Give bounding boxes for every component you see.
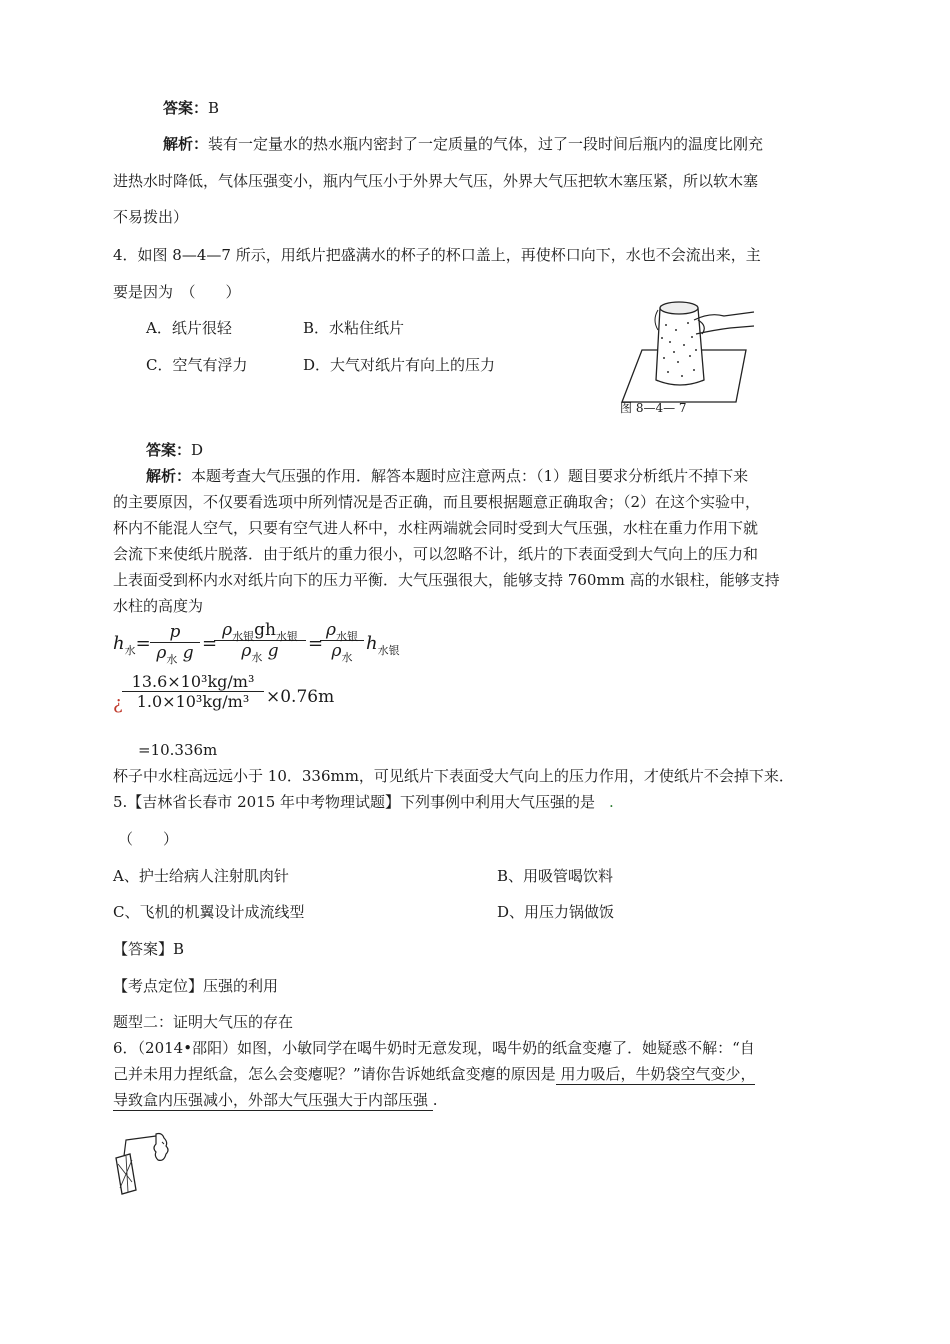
- q4-analysis-line6: 水柱的高度为: [113, 597, 204, 615]
- q5-option-c: C、飞机的机翼设计成流线型: [113, 903, 305, 921]
- formula-eq-3: =: [308, 633, 324, 654]
- formula-times: ×0.76m: [266, 687, 335, 707]
- formula-fraction-1: p $\rho_水$ g: [150, 622, 200, 663]
- formula-result: =10.336m: [138, 741, 218, 759]
- q3-analysis-line3: 不易拨出）: [113, 208, 189, 226]
- q4-analysis-line5: 上表面受到杯内水对纸片向下的压力平衡．大气压强很大，能够支持 760mm 高的水银柱，能够支持: [113, 571, 780, 589]
- q5-answer: 【答案】B: [113, 940, 185, 958]
- q3-answer: [163, 98, 219, 118]
- q5-option-a: A、护士给病人注射肌肉针: [113, 867, 289, 885]
- figure-caption: 图 8—4— 7: [620, 401, 687, 415]
- q5-blank: （ ）: [118, 830, 179, 848]
- q3-analysis-line2: 进热水时降低，气体压强变小，瓶内气压小于外界大气压，外界大气压把软木塞压紧，所以软木塞: [113, 172, 759, 190]
- q6-stem-line3: 导致盒内压强减小，外部大气压强大于内部压强 .: [113, 1091, 438, 1109]
- formula-lhs: $h_水=$: [113, 633, 151, 657]
- section-title: 题型二：证明大气压的存在: [113, 1013, 294, 1031]
- q6-answer-part1: 用力吸后，牛奶袋空气变少，: [555, 1065, 756, 1083]
- q5-stem: 5.【吉林省长春市 2015 年中考物理试题】下列事例中利用大气压强的是 .: [113, 793, 614, 811]
- q4-conclusion: 杯子中水柱高远远小于 10．336mm，可见纸片下表面受大气向上的压力作用，才使纸片不会掉下来．: [113, 767, 794, 785]
- answer-value: B: [208, 99, 220, 117]
- q4-option-d: D．大气对纸片有向上的压力: [303, 356, 496, 374]
- answer-label: 答案：: [163, 99, 209, 117]
- milk-carton-figure: [112, 1132, 178, 1196]
- q4-option-b: B．水粘住纸片: [303, 319, 405, 337]
- q4-analysis-line3: 杯内不能混人空气，只要有空气进人杯中，水柱两端就会同时受到大气压强，水柱在重力作用下就: [113, 519, 759, 537]
- inverted-cup-figure: [618, 290, 758, 412]
- q6-stem-line1: 6．（2014•邵阳）如图，小敏同学在喝牛奶时无意发现，喝牛奶的纸盒变瘪了．她疑惑不解：“自: [113, 1039, 755, 1057]
- q4-analysis-line2: 的主要原因，不仅要看选项中所列情况是否正确，而且要根据题意正确取舍；（2）在这个实验中，: [113, 493, 761, 511]
- q6-answer-part2: 导致盒内压强减小，外部大气压强大于内部压强: [113, 1091, 433, 1109]
- q4-option-c: C．空气有浮力: [146, 356, 248, 374]
- q4-analysis-line4: 会流下来使纸片脱落．由于纸片的重力很小，可以忽略不计，纸片的下表面受到大气向上的压力和: [113, 545, 759, 563]
- q4-stem-line2: 要是因为 （ ）: [113, 283, 241, 301]
- q3-analysis-line1: 解析：装有一定量水的热水瓶内密封了一定质量的气体，过了一段时间后瓶内的温度比刚充: [163, 135, 764, 153]
- formula-fraction-3: $\rho_{水银}$ $\rho_水$: [320, 620, 364, 661]
- q4-analysis-line1: 解析：本题考查大气压强的作用．解答本题时应注意两点：（1）题目要求分析纸片不掉下来: [146, 467, 749, 485]
- analysis-label: 解析：: [163, 135, 209, 153]
- q5-option-b: B、用吸管喝饮料: [497, 867, 614, 885]
- q4-option-a: A．纸片很轻: [146, 319, 232, 337]
- q6-stem-line2: 己并未用力捏纸盒，怎么会变瘪呢？”请你告诉她纸盒变瘪的原因是 用力吸后，牛奶袋空气变少，: [113, 1065, 756, 1083]
- formula-fraction-2: $\rho_{水银}gh_{水银}$ $\rho_水$ g: [214, 620, 306, 661]
- q4-answer: [146, 440, 203, 460]
- analysis-label: 解析：: [146, 467, 192, 485]
- answer-label: 答案：: [146, 441, 192, 459]
- formula-h-mercury: $h_{水银}$: [366, 633, 400, 657]
- q4-stem-line1: 4．如图 8—4—7 所示，用纸片把盛满水的杯子的杯口盖上，再使杯口向下，水也不会流出来，主: [113, 246, 761, 264]
- formula-unknown-glyph: ¿: [113, 693, 123, 714]
- formula-numeric-fraction: $\frac{\text{13.6×10³kg/m³}}{\text{1.0×10³kg/m³}}$: [122, 672, 264, 711]
- q5-point: 【考点定位】压强的利用: [113, 977, 279, 995]
- formula-eq-2: =: [202, 633, 218, 654]
- answer-value: D: [191, 441, 204, 459]
- q5-option-d: D、用压力锅做饭: [497, 903, 615, 921]
